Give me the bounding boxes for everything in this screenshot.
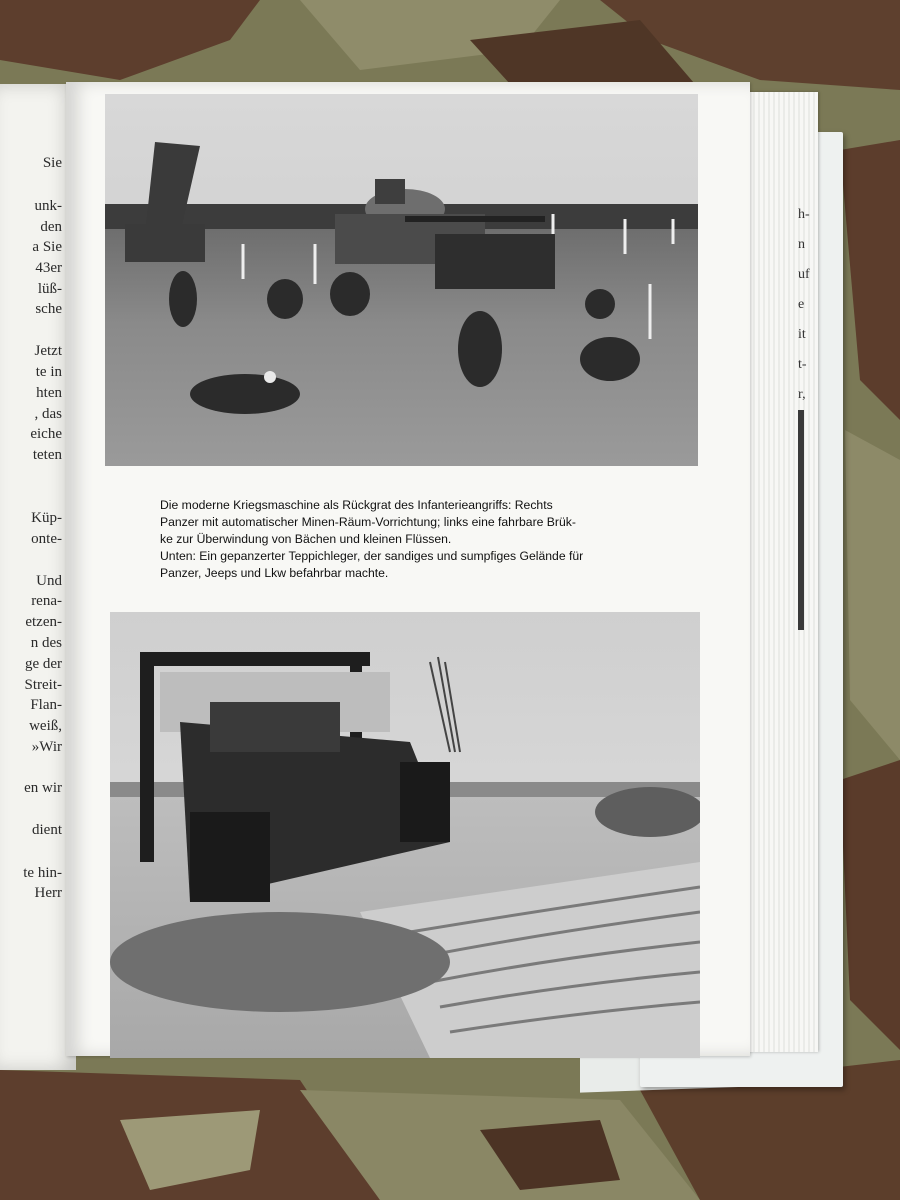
edge-letter: h- — [798, 207, 810, 222]
left-page-text-fragment: Küp- — [31, 510, 62, 526]
left-page-text-fragment: ge der — [24, 656, 62, 672]
edge-letter: uf — [798, 267, 810, 282]
photo-caption — [160, 497, 660, 582]
left-page-text-fragment: sche — [35, 301, 62, 317]
left-page-text-fragment: »Wir — [31, 739, 62, 755]
left-page-text-fragment: Herr — [34, 885, 62, 901]
left-page-text-fragment: eiche — [30, 426, 62, 442]
caption-line: ke zur Überwindung von Bächen und kleinen Flüssen. — [160, 532, 452, 546]
caption-line: Panzer mit automatischer Minen-Räum-Vorrichtung; links eine fahrbare Brük- — [160, 515, 576, 529]
left-page-text-fragment: onte- — [31, 531, 62, 547]
left-page-text-fragment: te hin- — [23, 865, 62, 881]
carpet-layer-image — [110, 612, 700, 1058]
left-page-text-fragment: weiß, — [29, 718, 62, 734]
left-page-text-fragment: Und — [36, 573, 62, 589]
left-page-text-fragment: 43er — [35, 260, 62, 276]
left-page-text-fragment: Sie — [42, 155, 62, 171]
left-page-text-fragment: den — [40, 219, 62, 235]
edge-letter: r, — [798, 387, 806, 402]
left-page-text-fragment: rena- — [31, 593, 62, 609]
caption-line: Die moderne Kriegsmaschine als Rückgrat des Infanterieangriffs: Rechts — [160, 498, 553, 512]
caption-line: Panzer, Jeeps und Lkw befahrbar machte. — [160, 566, 389, 580]
left-page-text-fragment: dient — [32, 822, 62, 838]
left-page-text-fragment: unk- — [34, 198, 62, 214]
left-page-text-fragment: Streit- — [24, 677, 62, 693]
left-page-text-fragment: hten — [36, 385, 62, 401]
infantry-attack-image — [105, 94, 698, 466]
left-page-text-fragment: en wir — [24, 780, 62, 796]
edge-letter: it — [798, 327, 806, 342]
photo-infantry-attack — [105, 94, 698, 466]
photo-carpet-layer — [110, 612, 700, 1058]
left-page-text-fragment: lüß- — [37, 281, 62, 297]
page-edge-text — [798, 200, 818, 410]
left-page-text-fragment: Flan- — [30, 697, 62, 713]
left-page-text-fragment: teten — [32, 447, 62, 463]
caption-line: Unten: Ein gepanzerter Teppichleger, der sandiges und sumpfiges Gelände für — [160, 549, 584, 563]
edge-letter: e — [798, 297, 805, 312]
page-edge-photo — [798, 410, 804, 630]
left-page-text-fragment: etzen- — [25, 614, 62, 630]
left-page-text-fragment: Jetzt — [34, 343, 62, 359]
left-page-text-fragment: n des — [30, 635, 62, 651]
edge-letter: n — [798, 237, 805, 252]
left-page — [0, 84, 76, 1070]
left-page-text-fragment: te in — [35, 364, 62, 380]
edge-letter: t- — [798, 357, 807, 372]
left-page-text-fragment: , das — [34, 406, 62, 422]
left-page-text-fragment: a Sie — [32, 239, 62, 255]
